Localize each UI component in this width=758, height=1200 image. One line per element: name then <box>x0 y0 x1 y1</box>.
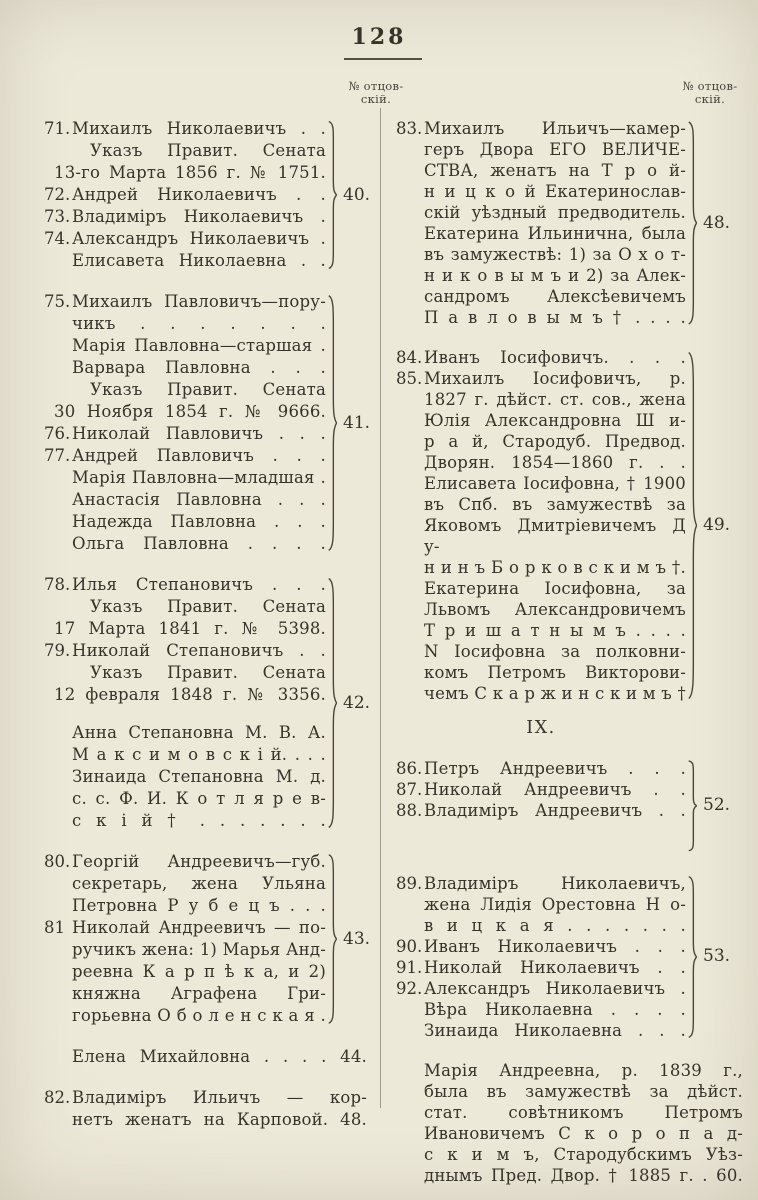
entry-text: днымъ Пред. Двор. † 1885 г. . 60. <box>424 1165 743 1185</box>
entry-line <box>396 494 686 515</box>
entry-text: Владиміръ Николаевичъ, <box>424 873 686 893</box>
brace-group <box>326 574 382 832</box>
entry-text: Анна Степановна М. В. А. <box>72 723 326 742</box>
entry-group <box>44 1046 382 1068</box>
entry-text: Илья Степановичъ . . . <box>72 575 326 594</box>
father-number: 49. <box>703 515 731 535</box>
entry-number: 80. <box>44 852 71 871</box>
page-number-rule <box>344 58 422 60</box>
entry-group <box>396 758 752 854</box>
grouping-brace <box>326 120 337 270</box>
entry-line <box>44 445 326 467</box>
entry-text: н и ц к о й Екатеринослав- <box>424 182 686 201</box>
entry-line <box>396 915 686 936</box>
entry-text: Александръ Николаевичъ . <box>424 978 686 998</box>
entry-number: 74. <box>44 229 71 248</box>
entry-text: Николай Павловичъ . . . <box>72 424 326 443</box>
entry-text: Иванъ Іосифовичъ. . . . <box>424 348 686 367</box>
entry-text: Зинаида Степановна М. д. <box>72 767 326 786</box>
entry-number: 91. <box>396 957 423 977</box>
entry-line <box>396 873 686 894</box>
entry-group <box>396 347 752 704</box>
entry-line <box>396 265 686 286</box>
entry-number: 87. <box>396 780 423 799</box>
entry-group <box>44 291 382 555</box>
entry-line <box>44 810 326 832</box>
entry-text: чемъ С к а р ж и н с к и м ъ † <box>424 684 686 703</box>
entry-line <box>44 1005 326 1027</box>
entry-text: П а в л о в ы м ъ † . . . . <box>424 308 686 327</box>
entry-text: Михаилъ Павловичъ—пору- <box>72 292 326 311</box>
grouping-brace <box>686 120 697 326</box>
entry-text: Петръ Андреевичъ . . . <box>424 759 686 778</box>
entry-line <box>44 423 326 445</box>
entry-line <box>396 473 686 494</box>
entry-line <box>396 999 686 1020</box>
entry-line <box>44 533 326 555</box>
entry-text: жена Лидія Орестовна Н о- <box>424 894 686 914</box>
entry-line <box>396 557 686 578</box>
entry-text: Екатерина Ильинична, была <box>424 224 686 243</box>
entry-line <box>396 620 686 641</box>
entry-group <box>44 1087 382 1131</box>
entry-text: была въ замужествѣ за дѣйст. <box>424 1081 743 1101</box>
entry-line <box>44 596 326 618</box>
entry-text: нетъ женатъ на Карповой. 48. <box>72 1110 367 1129</box>
entry-lines <box>396 347 686 704</box>
entry-line <box>396 758 686 779</box>
entry-line <box>396 683 686 704</box>
entry-group <box>44 574 382 832</box>
header-line-1: № отцов- <box>682 79 738 93</box>
entry-text: Елисавета Николаевна . . <box>72 251 326 270</box>
entry-text: 13-го Марта 1856 г. № 1751. <box>54 163 326 182</box>
entry-text: Екатерина Іосифовна, за <box>424 579 686 598</box>
father-number: 40. <box>343 185 371 205</box>
entry-text: Варвара Павловна . . . <box>72 358 326 377</box>
grouping-brace <box>326 293 337 553</box>
entry-line <box>44 291 326 313</box>
entry-number: 88. <box>396 801 423 820</box>
entry-line <box>396 978 686 999</box>
entry-line <box>396 800 686 821</box>
entry-number: 86. <box>396 759 423 778</box>
entry-text: Николай Николаевичъ . . <box>424 957 686 977</box>
entry-text: Николай Андреевичъ — по- <box>72 918 326 937</box>
entry-line <box>396 1102 743 1123</box>
grouping-brace <box>686 760 697 852</box>
entry-text: ручикъ жена: 1) Марья Анд- <box>72 940 326 959</box>
section-heading: IX. <box>526 718 556 738</box>
entry-line <box>44 162 326 184</box>
header-line-2: скій. <box>694 92 726 106</box>
father-number: 43. <box>343 929 371 949</box>
entry-line <box>396 578 686 599</box>
entry-text: Елисавета Іосифовна, † 1900 <box>424 474 686 493</box>
entry-number: 79. <box>44 641 71 660</box>
entry-text: Николай Андреевичъ . . <box>424 780 686 799</box>
entry-text: М а к с и м о в с к і й. . . . <box>72 745 326 764</box>
entry-line <box>44 206 326 228</box>
entry-line <box>44 250 326 272</box>
entry-line <box>44 357 326 379</box>
entry-line <box>396 431 686 452</box>
entry-text: Вѣра Николаевна . . . . <box>424 999 686 1019</box>
entry-line <box>44 640 326 662</box>
entry-line <box>396 118 686 139</box>
entry-text: Юлія Александровна Ш и- <box>424 411 686 430</box>
father-number: 42. <box>343 693 371 713</box>
entry-text: Ольга Павловна . . . . <box>72 534 326 553</box>
entry-line <box>396 1020 686 1041</box>
brace-group <box>326 118 382 272</box>
entry-number: 81 <box>44 918 65 937</box>
entry-text: Марія Павловна—младшая . <box>72 468 326 487</box>
entry-text: Михаилъ Николаевичъ . . <box>72 119 326 138</box>
grouping-brace <box>326 853 337 1025</box>
entry-text: комъ Петромъ Викторови- <box>424 663 686 682</box>
entry-number: 83. <box>396 119 423 138</box>
entry-text: н и к о в ы м ъ и 2) за Алек- <box>424 266 686 285</box>
entry-text: Указъ Правит. Сената <box>90 380 326 399</box>
entry-text: реевна К а р п ѣ к а, и 2) <box>72 962 326 981</box>
entry-text: 17 Марта 1841 г. № 5398. <box>54 619 326 638</box>
brace-group <box>686 347 752 704</box>
entry-line <box>44 313 326 335</box>
entries-left <box>44 118 382 1131</box>
entry-line <box>44 140 326 162</box>
entry-line <box>44 722 326 744</box>
entry-lines <box>396 118 686 328</box>
father-number: 48. <box>703 212 731 233</box>
entry-group <box>396 118 752 328</box>
column-left <box>44 79 404 1131</box>
grouping-brace <box>686 875 697 1039</box>
entry-text: р а й, Стародуб. Предвод. <box>424 432 686 451</box>
header-line-2: скій. <box>360 92 392 106</box>
entry-text: Николай Степановичъ . . <box>72 641 326 660</box>
entry-line <box>396 139 686 160</box>
brace-group <box>686 758 752 854</box>
entry-text: въ замужествѣ: 1) за О х о т- <box>424 245 686 264</box>
entry-line <box>44 228 326 250</box>
entry-lines <box>44 574 326 832</box>
entry-number: 77. <box>44 446 71 465</box>
entry-number: 84. <box>396 348 423 367</box>
entry-lines <box>396 873 686 1041</box>
entry-text: Владиміръ Николаевичъ . <box>72 207 326 226</box>
entry-text: чикъ . . . . . . . <box>72 314 326 333</box>
entry-line <box>44 335 326 357</box>
entry-text: Владиміръ Андреевичъ . . <box>424 801 686 820</box>
grouping-brace <box>686 349 697 702</box>
entry-line <box>44 766 326 788</box>
entry-text: Елена Михайловна . . . . 44. <box>72 1047 367 1066</box>
entry-text: сандромъ Алексѣевичемъ <box>424 287 686 306</box>
entry-text: скій уѣздный предводитель. <box>424 203 686 222</box>
column-header-right <box>666 80 754 106</box>
entries-right <box>396 118 752 1186</box>
entry-text: стат. совѣтникомъ Петромъ <box>424 1102 743 1122</box>
entry-number: 78. <box>44 575 71 594</box>
entry-text: в и ц к а я . . . . . . . <box>424 915 686 935</box>
entry-text: княжна Аграфена Гри- <box>72 984 326 1003</box>
entry-text: Иванъ Николаевичъ . . . <box>424 936 686 956</box>
entry-text: Зинаида Николаевна . . . <box>424 1020 686 1040</box>
header-line-1: № отцов- <box>348 79 404 93</box>
entry-text: геръ Двора ЕГО ВЕЛИЧЕ- <box>424 140 686 159</box>
entry-lines <box>396 758 686 854</box>
entry-line <box>44 511 326 533</box>
brace-group <box>686 118 752 328</box>
entry-line <box>396 160 686 181</box>
entry-lines <box>44 851 326 1027</box>
entry-line <box>396 307 686 328</box>
entry-text: Яковомъ Дмитріевичемъ Д у- <box>424 516 686 556</box>
entry-text: Анастасія Павловна . . . <box>72 490 326 509</box>
entry-lines <box>44 118 326 272</box>
entry-number: 71. <box>44 119 71 138</box>
entry-text: с. с. Ф. И. К о т л я р е в- <box>72 789 326 808</box>
entry-number: 76. <box>44 424 71 443</box>
entry-text: с к і й † . . . . . . . <box>72 811 326 830</box>
entry-line <box>396 957 686 978</box>
entry-line <box>44 489 326 511</box>
entry-text: Владиміръ Ильичъ — кор- <box>72 1088 367 1107</box>
entry-lines <box>44 1087 367 1131</box>
entry-line <box>44 1109 367 1131</box>
entry-number: 85. <box>396 369 423 388</box>
entry-line <box>396 286 686 307</box>
entry-line <box>396 181 686 202</box>
entry-group <box>396 1060 752 1186</box>
entry-number: 72. <box>44 185 71 204</box>
entry-text: Т р и ш а т н ы м ъ . . . . <box>424 621 686 640</box>
entry-text: Михаилъ Іосифовичъ, р. <box>424 369 686 388</box>
entry-text: Ивановичемъ С к о р о п а д- <box>424 1123 743 1143</box>
entry-line <box>396 515 686 557</box>
entry-line <box>44 1046 367 1068</box>
entry-line <box>396 410 686 431</box>
entry-line <box>44 917 326 939</box>
entry-line <box>44 1087 367 1109</box>
entry-text: секретарь, жена Ульяна <box>72 874 326 893</box>
grouping-brace <box>326 576 337 830</box>
entry-text: 12 февраля 1848 г. № 3356. <box>54 685 326 704</box>
entry-line <box>44 873 326 895</box>
entry-line <box>396 389 686 410</box>
entry-line <box>396 1081 743 1102</box>
entry-line <box>44 574 326 596</box>
entry-number: 73. <box>44 207 71 226</box>
entry-line <box>44 184 326 206</box>
entry-line <box>44 895 326 917</box>
entry-text: Дворян. 1854—1860 г. . . <box>424 453 686 472</box>
entry-line <box>396 452 686 473</box>
entry-line <box>396 244 686 265</box>
entry-line <box>44 851 326 873</box>
entry-text: N Іосифовна за полковни- <box>424 642 686 661</box>
entry-line <box>44 118 326 140</box>
column-right <box>396 79 752 1186</box>
entry-text: Андрей Николаевичъ . . <box>72 185 326 204</box>
entry-line <box>44 379 326 401</box>
entry-line <box>44 939 326 961</box>
entry-number: 82. <box>44 1088 71 1107</box>
entry-line <box>396 202 686 223</box>
entry-text: Указъ Правит. Сената <box>90 663 326 682</box>
entry-number: 92. <box>396 978 423 998</box>
entry-text: Марія Павловна—старшая . <box>72 336 326 355</box>
entry-text: 1827 г. дѣйст. ст. сов., жена <box>424 390 686 409</box>
entry-text: СТВА, женатъ на Т р о й- <box>424 161 686 180</box>
entry-line <box>396 347 686 368</box>
brace-group <box>686 873 752 1041</box>
entry-group <box>44 118 382 272</box>
entry-group <box>44 851 382 1027</box>
entry-line <box>396 599 686 620</box>
entry-text: с к и м ъ, Стародубскимъ Уѣз- <box>424 1144 743 1164</box>
entry-text: въ Спб. въ замужествѣ за <box>424 495 686 514</box>
entry-line <box>396 662 686 683</box>
entry-line <box>44 788 326 810</box>
entry-text: Михаилъ Ильичъ—камер- <box>424 119 686 138</box>
entry-number: 75. <box>44 292 71 311</box>
entry-line <box>396 1123 743 1144</box>
entry-line <box>44 744 326 766</box>
entry-line <box>396 1060 743 1081</box>
entry-line <box>44 983 326 1005</box>
entry-lines <box>44 291 326 555</box>
entry-line <box>44 684 326 706</box>
entry-text: Александръ Николаевичъ . <box>72 229 326 248</box>
entry-text: Георгій Андреевичъ—губ. <box>72 852 326 871</box>
entry-text: Львомъ Александровичемъ <box>424 600 686 619</box>
brace-group <box>326 851 382 1027</box>
entry-number: 89. <box>396 873 423 893</box>
entry-line <box>44 662 326 684</box>
entry-line <box>396 368 686 389</box>
entry-text: Указъ Правит. Сената <box>90 141 326 160</box>
entry-lines <box>396 1060 743 1186</box>
column-header-left <box>332 80 420 106</box>
entry-lines <box>44 1046 367 1068</box>
entry-line <box>396 936 686 957</box>
entry-line <box>44 618 326 640</box>
father-number: 41. <box>343 413 371 433</box>
brace-group <box>326 291 382 555</box>
entry-line <box>396 1144 743 1165</box>
entry-text: Надежда Павловна . . . <box>72 512 326 531</box>
entry-number: 90. <box>396 936 423 956</box>
entry-line <box>396 894 686 915</box>
entry-line <box>396 779 686 800</box>
father-number: 52. <box>703 795 731 816</box>
entry-text: Марія Андреевна, р. 1839 г., <box>424 1060 743 1080</box>
entry-text: Петровна Р у б е ц ъ . . . <box>72 896 326 915</box>
entry-line <box>396 1165 743 1186</box>
entry-text: Указъ Правит. Сената <box>90 597 326 616</box>
father-number: 53. <box>703 946 731 967</box>
entry-line <box>44 467 326 489</box>
entry-line <box>396 641 686 662</box>
entry-text: Андрей Павловичъ . . . <box>72 446 326 465</box>
entry-text: 30 Ноября 1854 г. № 9666. <box>54 402 326 421</box>
entry-group <box>396 873 752 1041</box>
entry-line <box>44 401 326 423</box>
entry-text: горьевна О б о л е н с к а я . <box>72 1006 326 1025</box>
page-number: 128 <box>351 24 407 50</box>
entry-line <box>44 961 326 983</box>
entry-line <box>396 223 686 244</box>
entry-text: н и н ъ Б о р к о в с к и м ъ †. <box>424 558 686 577</box>
